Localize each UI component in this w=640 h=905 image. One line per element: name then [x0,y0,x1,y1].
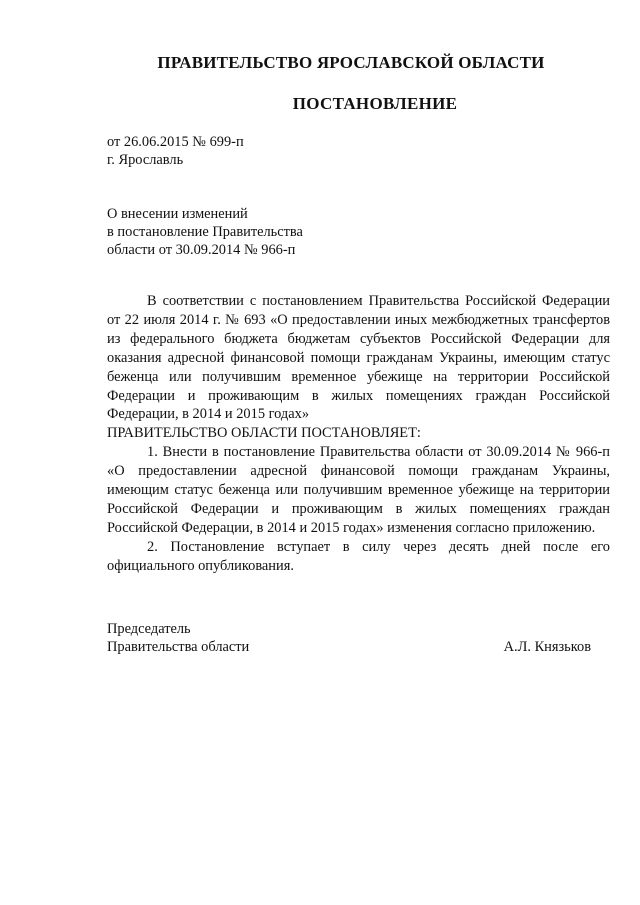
decree-line: ПРАВИТЕЛЬСТВО ОБЛАСТИ ПОСТАНОВЛЯЕТ: [107,425,421,442]
organization-heading: ПРАВИТЕЛЬСТВО ЯРОСЛАВСКОЙ ОБЛАСТИ [157,53,545,72]
city: г. Ярославль [107,152,184,168]
item-1-paragraph: 1. Внести в постановление Правительства области от 30.09.2014 № 966-п «О предоставлении адресной финансовой помощи гражданам Украины, имеющим статус беженца или получившим временное убежище на территории Российской Федерации и проживающим в жилых помещениях граждан Российской Федерации, в 2014 и 2015 годах» изменения согласно приложению. [107,444,610,536]
subject-line-3: области от 30.09.2014 № 966-п [107,242,296,258]
signatory-position-line2: Правительства области [107,639,250,655]
date-number: от 26.06.2015 № 699-п [107,134,244,150]
document-body [107,292,610,576]
signature-row [107,638,591,656]
signatory-position-line1: Председатель [107,621,191,637]
subject-line-2: в постановление Правительства [107,224,303,240]
subject-line-1: О внесении изменений [107,206,248,222]
signature-block [107,620,591,656]
document-type-heading: ПОСТАНОВЛЕНИЕ [292,94,458,113]
item-2-paragraph: 2. Постановление вступает в силу через десять дней после его официального опубликования. [107,538,610,574]
preamble-paragraph: В соответствии с постановлением Правительства Российской Федерации от 22 июля 2014 г. № 693 «О предоставлении иных межбюджетных трансфертов из федерального бюджета бюджетам субъектов Российской Федерации для оказания адресной финансовой помощи гражданам Украины, имеющим статус беженца или получившим временное убежище на территории Российской Федерации и проживающим в жилых помещениях граждан Российской Федерации, в 2014 и 2015 годах» [107,293,610,423]
signatory-name: А.Л. Князьков [503,639,591,655]
